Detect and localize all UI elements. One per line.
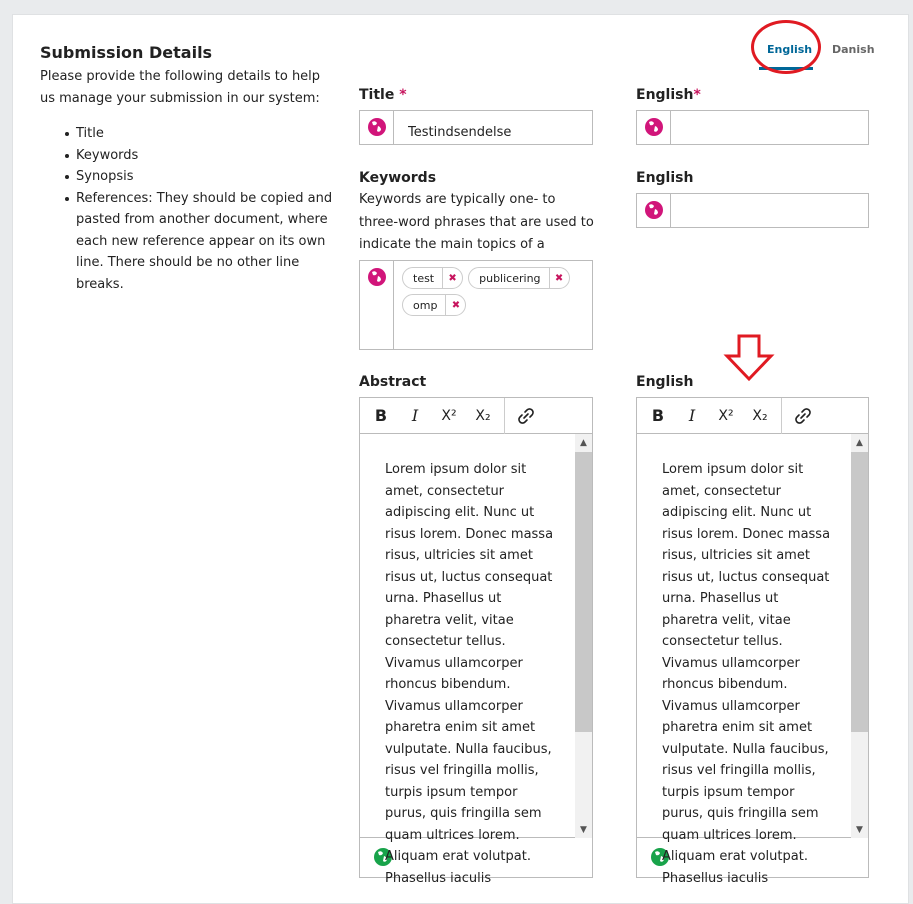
title-english-field (636, 110, 869, 145)
subscript-icon[interactable]: X₂ (475, 407, 491, 424)
globe-icon (644, 200, 664, 220)
scrollbar[interactable] (575, 434, 592, 838)
link-icon (517, 407, 535, 425)
title-label (359, 87, 407, 103)
keyword-tag (402, 294, 466, 316)
remove-tag-icon[interactable]: ✖ (549, 268, 569, 288)
subscript-icon[interactable]: X₂ (752, 407, 768, 424)
keywords-english-label: English (636, 170, 694, 186)
link-icon (794, 407, 812, 425)
scrollbar[interactable] (851, 434, 868, 838)
list-item: References: They should be copied and pasted from another document, where each new reference appear on its own line. There should be no other line breaks. (76, 188, 341, 296)
italic-icon[interactable]: I (688, 406, 696, 425)
keyword-tag (468, 267, 569, 289)
superscript-icon[interactable]: X² (441, 407, 457, 424)
keywords-field (359, 260, 593, 350)
scroll-up-icon[interactable]: ▲ (856, 437, 863, 448)
abstract-text[interactable]: Lorem ipsum dolor sit amet, consectetur adipiscing elit. Nunc ut risus lorem. Donec massa risus, ultricies sit amet risus ut, luctus consequat urna. Phasellus ut pharetra velit, vitae consectetur tellus. Vivamus ullamcorper rhoncus bibendum. Vivamus ullamcorper pharetra enim sit amet vulputate. Nulla faucibus, risus vel fringilla mollis, turpis ipsum tempor purus, quis fringilla sem quam ultrices lorem. Aliquam erat volutpat. Phasellus iaculis (385, 462, 554, 886)
scroll-down-icon[interactable]: ▼ (580, 824, 587, 835)
scrollbar-thumb[interactable] (575, 452, 592, 732)
abstract-english-label: English (636, 374, 694, 390)
keywords-hint: Keywords are typically one- to three-word phrases that are used to indicate the main topics of a (359, 192, 594, 252)
title-input[interactable] (394, 111, 592, 144)
toolbar-divider (504, 398, 505, 434)
tab-danish[interactable]: Danish (832, 43, 875, 56)
bold-icon[interactable]: B (651, 406, 665, 425)
globe-icon (367, 117, 387, 137)
remove-tag-icon[interactable]: ✖ (445, 295, 465, 315)
keywords-english-field (636, 193, 869, 228)
title-label-text: Title (359, 87, 395, 103)
required-mark: * (693, 87, 701, 103)
globe-icon (367, 267, 387, 287)
link-icon[interactable] (786, 402, 820, 430)
tag-label: publicering (479, 271, 541, 285)
italic-icon[interactable]: I (411, 406, 419, 425)
scrollbar-thumb[interactable] (851, 452, 868, 732)
required-mark: * (399, 87, 407, 103)
editor-toolbar (637, 398, 868, 434)
globe-button[interactable] (360, 261, 394, 349)
toolbar-divider (781, 398, 782, 434)
scroll-up-icon[interactable]: ▲ (580, 437, 587, 448)
keyword-tag (402, 267, 463, 289)
remove-tag-icon[interactable]: ✖ (442, 268, 462, 288)
list-item: Title (76, 123, 341, 145)
globe-icon (644, 117, 664, 137)
keywords-english-input[interactable] (671, 194, 868, 227)
superscript-icon[interactable]: X² (718, 407, 734, 424)
section-description: Please provide the following details to help us manage your submission in our system: (40, 69, 321, 106)
abstract-label: Abstract (359, 374, 427, 390)
bold-icon[interactable]: B (374, 406, 388, 425)
tab-english[interactable]: English (767, 43, 813, 56)
section-title: Submission Details (40, 43, 213, 62)
abstract-english-editor (636, 397, 869, 886)
title-english-input[interactable] (671, 111, 868, 144)
list-item: Keywords (76, 145, 341, 167)
editor-content[interactable] (637, 434, 868, 886)
down-arrow-annotation-icon (724, 334, 774, 382)
keywords-label: Keywords (359, 170, 437, 186)
globe-button[interactable] (360, 111, 394, 144)
annotation-circle (751, 20, 821, 74)
globe-button[interactable] (637, 111, 671, 144)
section-list (76, 123, 341, 295)
list-item: Synopsis (76, 166, 341, 188)
abstract-editor (359, 397, 593, 886)
title-english-label (636, 87, 701, 103)
editor-toolbar (360, 398, 592, 434)
abstract-english-text[interactable]: Lorem ipsum dolor sit amet, consectetur adipiscing elit. Nunc ut risus lorem. Donec massa risus, ultricies sit amet risus ut, luctus consequat urna. Phasellus ut pharetra velit, vitae consectetur tellus. Vivamus ullamcorper rhoncus bibendum. Vivamus ullamcorper pharetra enim sit amet vulputate. Nulla faucibus, risus vel fringilla mollis, turpis ipsum tempor purus, quis fringilla sem quam ultrices lorem. Aliquam erat volutpat. Phasellus iaculis (662, 462, 831, 886)
editor-content[interactable] (360, 434, 592, 886)
title-field (359, 110, 593, 145)
link-icon[interactable] (509, 402, 543, 430)
globe-button[interactable] (637, 194, 671, 227)
tag-label: omp (413, 298, 438, 312)
keyword-tags[interactable] (394, 261, 592, 349)
scroll-down-icon[interactable]: ▼ (856, 824, 863, 835)
tag-label: test (413, 271, 435, 285)
title-english-label-text: English (636, 87, 694, 103)
